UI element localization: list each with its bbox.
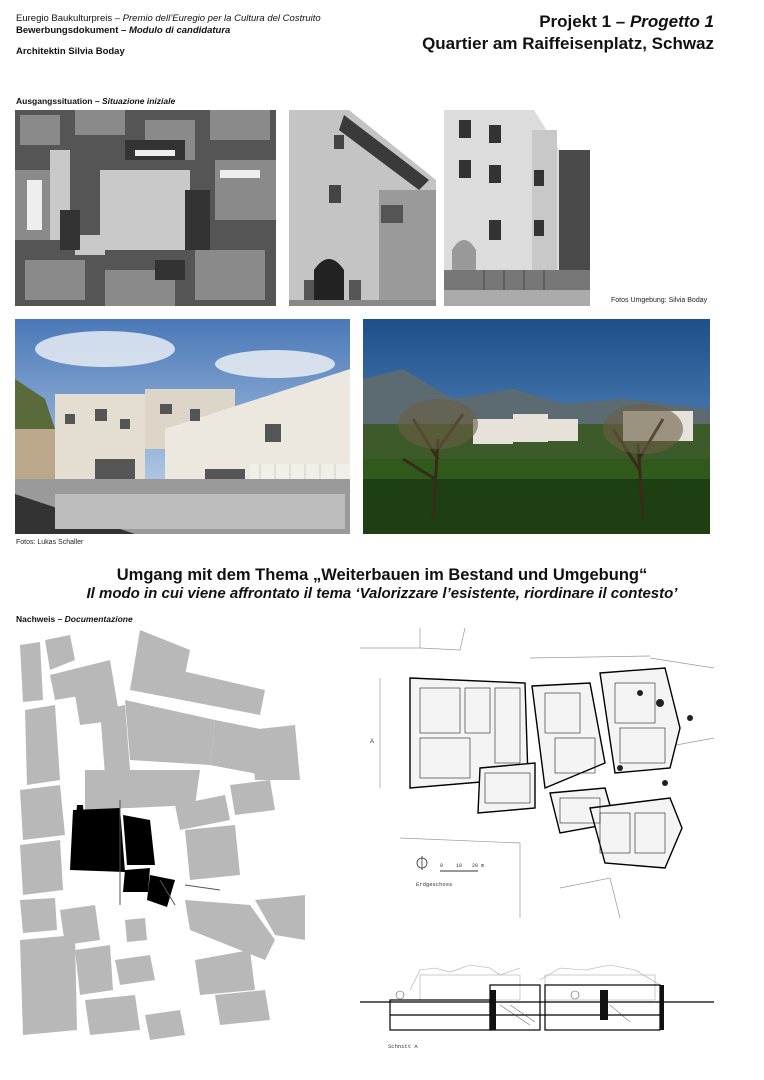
figure-ground-plan	[15, 630, 305, 1050]
section-label-initial: Ausgangssituation – Situazione iniziale	[16, 96, 176, 106]
theme-heading-de: Umgang mit dem Thema „Weiterbauen im Bestand und Umgebung“	[116, 566, 648, 584]
new-building-photo	[15, 319, 350, 534]
scale-zero: 0	[440, 863, 444, 869]
header-line-1: Euregio Baukulturpreis – Premio dell’Euregio per la Cultura del Costruito	[16, 13, 321, 24]
project-subtitle: Quartier am Raiffeisenplatz, Schwaz	[422, 34, 714, 53]
section-label: Schnitt A	[388, 1043, 418, 1050]
photo-credit-schaller: Fotos: Lukas Schaller	[16, 539, 84, 546]
header-line-2: Bewerbungsdokument – Modulo di candidatura	[16, 25, 231, 36]
house-photo	[444, 110, 590, 306]
photo-credit-surroundings: Fotos Umgebung: Silvia Boday	[611, 297, 708, 304]
floor-plan-label: Erdgeschoss	[416, 881, 453, 888]
aerial-photo	[15, 110, 276, 306]
architect-name: Architektin Silvia Boday	[16, 46, 125, 57]
scale-ten: 10	[456, 863, 463, 869]
old-building-photo	[289, 110, 436, 306]
section-label-documentation: Nachweis – Documentazione	[16, 614, 133, 624]
project-title: Projekt 1 – Progetto 1	[539, 12, 714, 31]
scale-twenty: 20 m	[472, 863, 485, 869]
theme-heading-it: Il modo in cui viene affrontato il tema ‘Valorizzare l’esistente, riordinare il contesto’	[86, 585, 678, 602]
park-view-photo	[363, 319, 710, 534]
floor-plan	[360, 628, 714, 920]
plan-marker-a: A	[370, 739, 375, 745]
section-drawing	[360, 960, 714, 1055]
